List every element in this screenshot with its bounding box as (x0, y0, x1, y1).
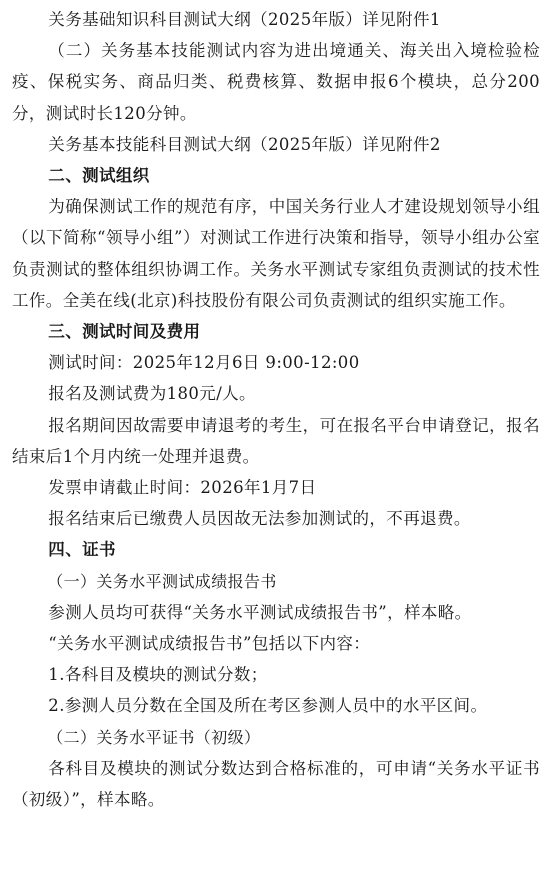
skills-test-paragraph: （二）关务基本技能测试内容为进出境通关、海关出入境检验检疫、保税实务、商品归类、税费核算、数据申报6个模块，总分200分，测试时长120分钟。 (12, 41, 540, 123)
report-availability-line: 参测人员均可获得“关务水平测试成绩报告书”，样本略。 (48, 602, 472, 622)
list-item-level-range: 2.参测人员分数在全国及所在考区参测人员中的水平区间。 (48, 696, 488, 716)
subsection-report: （一）关务水平测试成绩报告书 (47, 571, 277, 591)
section-heading-time-fee: 三、测试时间及费用 (48, 322, 201, 342)
section-heading-certificate: 四、证书 (48, 540, 116, 560)
refund-paragraph: 报名期间因故需要申请退考的考生，可在报名平台申请登记，报名结束后1个月内统一处理并退费。 (12, 415, 540, 466)
section-heading-organization: 二、测试组织 (48, 166, 150, 186)
report-contents-line: “关务水平测试成绩报告书”包括以下内容： (48, 634, 371, 654)
fee-line: 报名及测试费为180元/人。 (48, 384, 256, 404)
test-time-line: 测试时间：2025年12月6日 9:00-12:00 (48, 353, 360, 373)
no-refund-line: 报名结束后已缴费人员因故无法参加测试的，不再退费。 (48, 509, 471, 529)
subsection-certificate: （二）关务水平证书（初级） (47, 727, 261, 747)
outline-basic-knowledge: 关务基础知识科目测试大纲（2025年版）详见附件1 (48, 10, 441, 29)
organization-paragraph: 为确保测试工作的规范有序，中国关务行业人才建设规划领导小组（以下简称“领导小组”）对测试工作进行决策和指导，领导小组办公室负责测试的整体组织协调工作。关务水平测试专家组负责测试的技术性工作。全美在线(北京)科技股份有限公司负责测试的组织实施工作。 (12, 197, 540, 310)
invoice-deadline-line: 发票申请截止时间：2026年1月7日 (48, 478, 317, 498)
outline-basic-skills: 关务基本技能科目测试大纲（2025年版）详见附件2 (48, 134, 441, 154)
list-item-scores: 1.各科目及模块的测试分数； (48, 665, 268, 685)
certificate-paragraph: 各科目及模块的测试分数达到合格标准的，可申请“关务水平证书（初级）”，样本略。 (12, 758, 540, 810)
